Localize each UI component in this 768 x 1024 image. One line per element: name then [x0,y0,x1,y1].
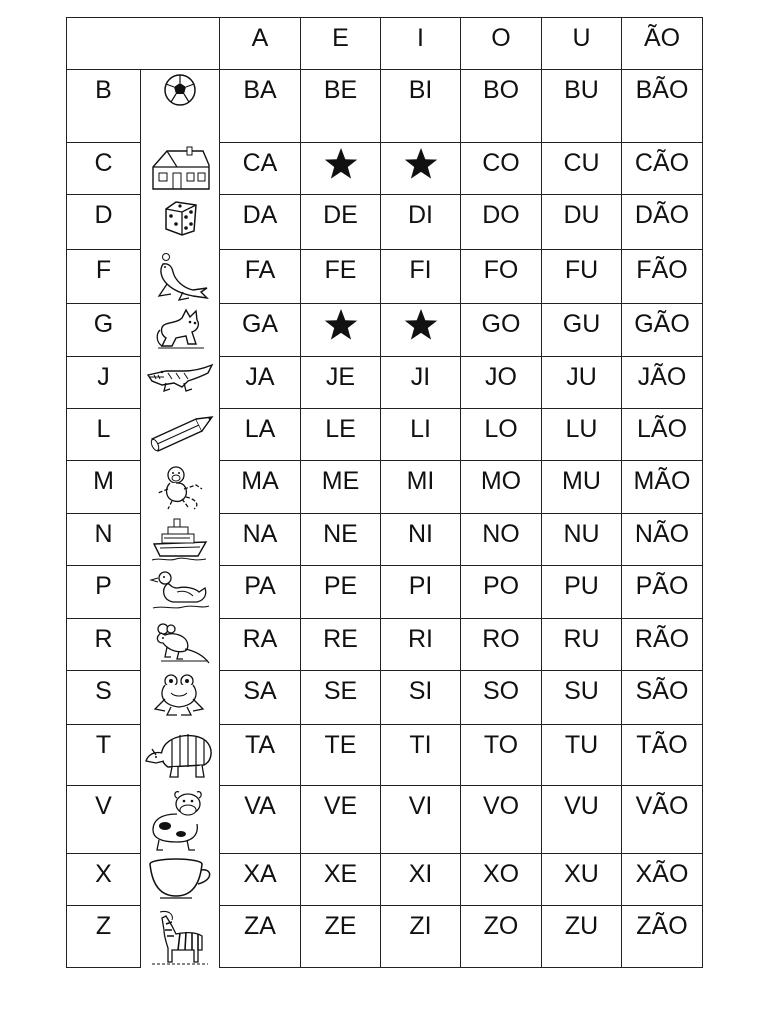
syllable-cell: XU [542,854,622,906]
syllable-cell: MI [381,461,461,514]
consonant-cell: R [67,619,141,671]
syllable-cell: MU [542,461,622,514]
syllable-cell: GA [220,304,301,357]
vowel-header: O [461,18,542,70]
syllable-cell: JÃO [622,357,703,409]
consonant-cell: C [67,143,141,195]
syllable-cell: CO [461,143,542,195]
syllable-cell: BE [301,70,381,143]
syllable-cell: SI [381,671,461,725]
vowel-header: I [381,18,461,70]
syllable-cell: TO [461,725,542,786]
syllable-cell: LÃO [622,409,703,461]
syllable-row [67,250,703,304]
syllable-cell: SE [301,671,381,725]
syllable-cell: VE [301,786,381,854]
syllable-cell: MO [461,461,542,514]
picture-cell [141,250,220,304]
corner-cell [67,18,220,70]
syllable-cell: GO [461,304,542,357]
syllable-cell: XE [301,854,381,906]
ball-icon [141,72,219,108]
syllable-table [66,17,703,968]
syllable-cell: VU [542,786,622,854]
syllable-row [67,143,703,195]
star-icon [381,143,461,195]
syllable-cell: RO [461,619,542,671]
syllable-cell: ZÃO [622,906,703,968]
syllable-cell: BO [461,70,542,143]
cup-icon [141,856,219,902]
consonant-cell: F [67,250,141,304]
syllable-cell: TE [301,725,381,786]
picture-cell [141,409,220,461]
syllable-row [67,854,703,906]
syllable-cell: BU [542,70,622,143]
syllable-row [67,195,703,250]
consonant-cell: M [67,461,141,514]
picture-cell [141,786,220,854]
syllable-cell: LO [461,409,542,461]
syllable-cell: BI [381,70,461,143]
syllable-cell: PÃO [622,566,703,619]
picture-cell [141,854,220,906]
syllable-cell: NA [220,514,301,566]
dice-icon [141,197,219,237]
mouse-icon [141,621,219,669]
syllable-cell: XÃO [622,854,703,906]
vowel-header: ÃO [622,18,703,70]
consonant-cell: J [67,357,141,409]
syllable-cell: JA [220,357,301,409]
syllable-cell: DO [461,195,542,250]
zebra-icon [141,908,219,966]
syllable-cell: ZI [381,906,461,968]
picture-cell [141,619,220,671]
syllable-cell: NU [542,514,622,566]
syllable-row [67,357,703,409]
syllable-row [67,566,703,619]
syllable-cell: DÃO [622,195,703,250]
consonant-cell: Z [67,906,141,968]
syllable-cell: DI [381,195,461,250]
syllable-cell: ME [301,461,381,514]
picture-cell [141,357,220,409]
syllable-row [67,786,703,854]
syllable-row [67,461,703,514]
syllable-row [67,906,703,968]
syllable-cell: SU [542,671,622,725]
syllable-cell: NO [461,514,542,566]
syllable-cell: TÃO [622,725,703,786]
syllable-cell: TA [220,725,301,786]
syllable-cell: NE [301,514,381,566]
star-icon [381,304,461,357]
syllable-cell: JU [542,357,622,409]
syllable-cell: FU [542,250,622,304]
syllable-cell: NÃO [622,514,703,566]
consonant-cell: N [67,514,141,566]
syllable-cell: JO [461,357,542,409]
house-icon [141,145,219,193]
syllable-cell: CA [220,143,301,195]
picture-cell [141,906,220,968]
syllable-cell: DA [220,195,301,250]
syllable-row [67,671,703,725]
syllable-cell: XA [220,854,301,906]
monkey-icon [141,463,219,513]
frog-icon [141,673,219,719]
syllable-cell: PO [461,566,542,619]
syllable-cell: ZU [542,906,622,968]
syllable-cell: FA [220,250,301,304]
syllable-cell: PE [301,566,381,619]
syllable-row [67,514,703,566]
picture-cell [141,195,220,250]
picture-cell [141,566,220,619]
syllable-cell: LU [542,409,622,461]
consonant-cell: P [67,566,141,619]
syllable-cell: PU [542,566,622,619]
syllable-cell: JE [301,357,381,409]
seal-icon [141,252,219,304]
consonant-cell: T [67,725,141,786]
syllable-row [67,70,703,143]
syllable-row [67,304,703,357]
picture-cell [141,671,220,725]
syllable-cell: VI [381,786,461,854]
header-row [67,18,703,70]
syllable-cell: RA [220,619,301,671]
consonant-cell: V [67,786,141,854]
syllable-cell: VÃO [622,786,703,854]
syllable-cell: RU [542,619,622,671]
syllable-cell: FÃO [622,250,703,304]
consonant-cell: L [67,409,141,461]
consonant-cell: B [67,70,141,143]
syllable-cell: BA [220,70,301,143]
syllable-cell: SO [461,671,542,725]
syllable-cell: DU [542,195,622,250]
syllable-cell: FO [461,250,542,304]
syllable-cell: GÃO [622,304,703,357]
syllable-cell: VA [220,786,301,854]
syllable-cell: XI [381,854,461,906]
syllable-cell: GU [542,304,622,357]
syllable-cell: BÃO [622,70,703,143]
syllable-cell: ZE [301,906,381,968]
picture-cell [141,70,220,143]
syllable-cell: PA [220,566,301,619]
consonant-cell: D [67,195,141,250]
syllable-cell: RÃO [622,619,703,671]
syllable-cell: MA [220,461,301,514]
star-icon [301,304,381,357]
syllable-cell: XO [461,854,542,906]
syllable-cell: CU [542,143,622,195]
vowel-header: U [542,18,622,70]
syllable-cell: ZA [220,906,301,968]
syllable-cell: SA [220,671,301,725]
syllable-cell: TI [381,725,461,786]
syllable-cell: SÃO [622,671,703,725]
syllable-cell: FE [301,250,381,304]
alligator-icon [141,359,219,399]
consonant-cell: G [67,304,141,357]
syllable-row [67,409,703,461]
syllable-cell: CÃO [622,143,703,195]
syllable-cell: DE [301,195,381,250]
syllable-cell: FI [381,250,461,304]
syllable-table-sheet [66,17,702,967]
syllable-cell: RE [301,619,381,671]
picture-cell [141,461,220,514]
duck-icon [141,568,219,612]
syllable-cell: NI [381,514,461,566]
syllable-cell: LI [381,409,461,461]
picture-cell [141,725,220,786]
syllable-cell: ZO [461,906,542,968]
consonant-cell: X [67,854,141,906]
picture-cell [141,304,220,357]
syllable-cell: TU [542,725,622,786]
picture-cell [141,514,220,566]
cow-icon [141,788,219,852]
ship-icon [141,516,219,562]
syllable-cell: JI [381,357,461,409]
syllable-cell: LE [301,409,381,461]
consonant-cell: S [67,671,141,725]
syllable-cell: VO [461,786,542,854]
pencil-icon [141,411,219,455]
syllable-cell: PI [381,566,461,619]
cat-icon [141,306,219,354]
syllable-cell: RI [381,619,461,671]
syllable-row [67,725,703,786]
syllable-cell: MÃO [622,461,703,514]
syllable-row [67,619,703,671]
syllable-cell: LA [220,409,301,461]
picture-cell [141,143,220,195]
armadillo-icon [141,727,219,783]
vowel-header: E [301,18,381,70]
star-icon [301,143,381,195]
vowel-header: A [220,18,301,70]
